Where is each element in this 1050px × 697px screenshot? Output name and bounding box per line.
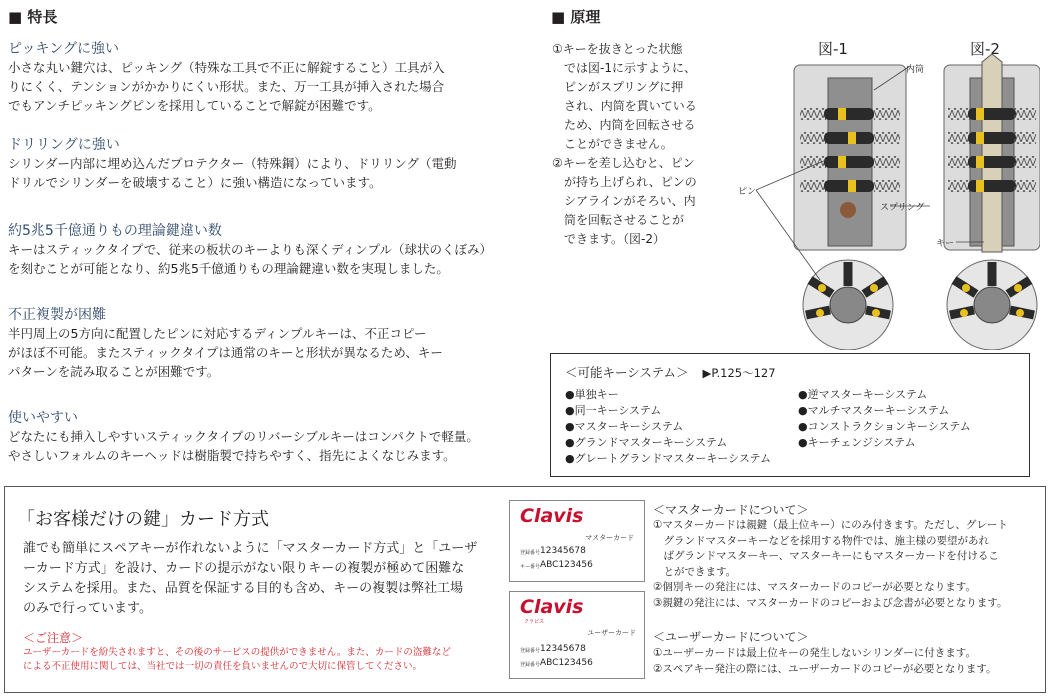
info-line: ばグランドマスターキー、マスターキーにもマスターカードを付けるこ: [653, 550, 999, 562]
cylinder-diagram: [730, 30, 1040, 350]
feature-title: ドリリングに強い: [8, 137, 120, 153]
user-card-info-heading: ＜ユーザーカードについて＞: [653, 630, 809, 644]
card-system-title: 「お客様だけの鍵」カード方式: [17, 509, 269, 530]
card-code-label: 登録番号: [520, 662, 541, 668]
master-card-info: [653, 502, 1043, 611]
key-systems-page-ref: ▶P.125～127: [702, 366, 776, 380]
principle-line: では図-1に示すように、: [564, 61, 696, 75]
body-line: ーカード方式」を設け、カードの提示がない限りキーの複製が極めて困難な: [23, 561, 465, 576]
principle-line: が持ち上げられ、ピンの: [564, 175, 697, 189]
key-system-item: ●コンストラクションキーシステム: [798, 420, 971, 433]
key-system-item: ●マルチマスターキーシステム: [798, 404, 950, 417]
card-number: 12345678: [540, 644, 586, 654]
info-line: ②個別キーの発注には、マスターカードのコピーが必要となります。: [653, 581, 976, 593]
principle-line: できます。（図-2）: [564, 232, 666, 246]
card-code-label: キー番号: [520, 564, 541, 570]
feature-item: [8, 304, 508, 407]
figure-1-label: 図-1: [818, 40, 848, 58]
info-line: ②スペアキー発注の際には、ユーザーカードのコピーが必要となります。: [653, 662, 997, 675]
info-line: とができます。: [653, 565, 737, 578]
card-system-panel: [4, 486, 1046, 693]
feature-item: [8, 220, 508, 304]
body-line: システムを採用。また、品質を保証する目的も含め、キーの複製は弊社工場: [23, 581, 464, 596]
user-card-info: [653, 629, 1043, 677]
body-line: 誰でも簡単にスペアキーが作れないように「マスターカード方式」と「ユーザ: [23, 541, 478, 556]
key-system-item: ●単独キー: [565, 388, 619, 401]
caution-line: ユーザーカードを紛失されますと、その後のサービスの提供ができません。また、カードの盗難など: [23, 647, 451, 658]
feature-line: ドリルでシリンダーを破壊すること）に強い構造になっています。: [8, 175, 382, 190]
key-systems-right: [798, 387, 971, 451]
card-kind: マスターカード: [585, 534, 634, 542]
features-heading: ■ 特長: [8, 8, 58, 26]
card-num-label: 登録番号: [520, 550, 541, 556]
principle-line: ②キーを差し込むと、ピン: [552, 156, 695, 170]
figure-2-label: 図-2: [970, 40, 1000, 58]
feature-line: 小さな丸い鍵穴は、ピッキング（特殊な工具で不正に解錠すること）工具が入: [8, 60, 445, 75]
feature-item: [8, 134, 508, 220]
principle-text: [552, 40, 722, 249]
figure-2: [944, 54, 1040, 350]
feature-title: 使いやすい: [8, 410, 78, 426]
card-kind: ユーザーカード: [587, 629, 636, 637]
key-system-item: ●逆マスターキーシステム: [798, 388, 928, 401]
body-line: のみで行っています。: [23, 601, 152, 616]
principle-line: され、内筒を貫いている: [564, 99, 697, 113]
feature-item: [8, 38, 508, 134]
features-list: [8, 38, 508, 465]
spring-label: スプリング: [880, 203, 925, 213]
principle-line: 筒を回転させることが: [564, 213, 685, 227]
principle-line: シアラインがそろい、内: [564, 194, 696, 208]
info-line: ①ユーザーカードは最上位キーの発生しないシリンダーに付きます。: [653, 647, 976, 659]
principle-line: ①キーを抜きとった状態: [552, 42, 683, 56]
principle-line: ピンがスプリングに押: [564, 80, 684, 94]
caution-line: による不正使用に関しては、当社では一切の責任を負いませんので大切に保管してください。: [23, 661, 423, 672]
card-code: ABC123456: [540, 560, 593, 570]
feature-item: [8, 407, 508, 465]
feature-title: 不正複製が困難: [8, 307, 106, 323]
info-line: ③親鍵の発注には、マスターカードのコピーおよび念書が必要となります。: [653, 596, 1008, 609]
key-system-item: ●マスターキーシステム: [565, 420, 684, 433]
info-line: グランドマスターキーなどを採用する物件では、施主様の要望があれ: [653, 534, 989, 547]
feature-line: やさしいフォルムのキーヘッドは樹脂製で持ちやすく、指先によくなじみます。: [8, 448, 456, 463]
key-systems-title: ＜可能キーシステム＞: [565, 365, 689, 380]
key-label: キー: [936, 239, 955, 249]
clavis-logo: Clavis: [520, 596, 584, 618]
inner-cylinder-label: 内筒: [906, 65, 925, 75]
info-line: ①マスターカードは親鍵（最上位キー）にのみ付きます。ただし、グレート: [653, 519, 1008, 531]
principle-line: ことができません。: [564, 137, 673, 151]
key-system-item: ●キーチェンジシステム: [798, 436, 916, 449]
feature-line: どなたにも挿入しやすいスティックタイプのリバーシブルキーはコンパクトで軽量。: [8, 429, 479, 444]
feature-line: パターンを読み取ることが困難です。: [8, 364, 220, 379]
card-num-label: 登録番号: [520, 648, 541, 654]
clavis-logo: Clavis: [520, 505, 584, 527]
principle-line: ため、内筒を回転させる: [564, 118, 696, 132]
card-system-body: [23, 539, 503, 619]
card-code: ABC123456: [540, 658, 593, 668]
card-number: 12345678: [540, 546, 586, 556]
key-systems-heading: [565, 363, 776, 381]
pin-label: ピン: [738, 187, 757, 197]
key-system-item: ●グレートグランドマスターキーシステム: [565, 452, 772, 465]
master-card-info-heading: ＜マスターカードについて＞: [653, 503, 809, 517]
master-card: [509, 500, 645, 582]
feature-line: を刻むことが可能となり、約5兆5千億通りもの理論鍵違い数を実現しました。: [8, 261, 449, 276]
feature-line: でもアンチピッキングピンを採用していることで解錠が困難です。: [8, 98, 381, 113]
key-shape: [982, 54, 1002, 252]
feature-line: がほぼ不可能。またスティックタイプは通常のキーと形状が異なるため、キー: [8, 345, 443, 360]
clavis-katakana: クラビス: [524, 619, 545, 625]
key-system-item: ●同一キーシステム: [565, 404, 662, 417]
key-systems-left: [565, 387, 771, 467]
principle-heading: ■ 原理: [551, 8, 601, 26]
feature-line: キーはスティックタイプで、従来の板状のキーよりも深くディンプル（球状のくぼみ）: [8, 242, 493, 257]
feature-line: シリンダー内部に埋め込んだプロテクター（特殊鋼）により、ドリリング（電動: [8, 156, 457, 171]
feature-line: 半円周上の5方向に配置したピンに対応するディンプルキーは、不正コピー: [8, 326, 427, 341]
feature-title: ピッキングに強い: [8, 41, 120, 57]
caution-text: [23, 646, 513, 674]
user-card: [509, 591, 645, 679]
protector-icon: [840, 202, 856, 218]
key-system-item: ●グランドマスターキーシステム: [565, 436, 728, 449]
key-systems-box: [550, 353, 1030, 477]
feature-line: りにくく、テンションがかかりにくい形状。また、万一工具が挿入された場合: [8, 79, 445, 94]
caution-title: ＜ご注意＞: [23, 631, 84, 645]
feature-title: 約5兆5千億通りもの理論鍵違い数: [8, 223, 222, 239]
